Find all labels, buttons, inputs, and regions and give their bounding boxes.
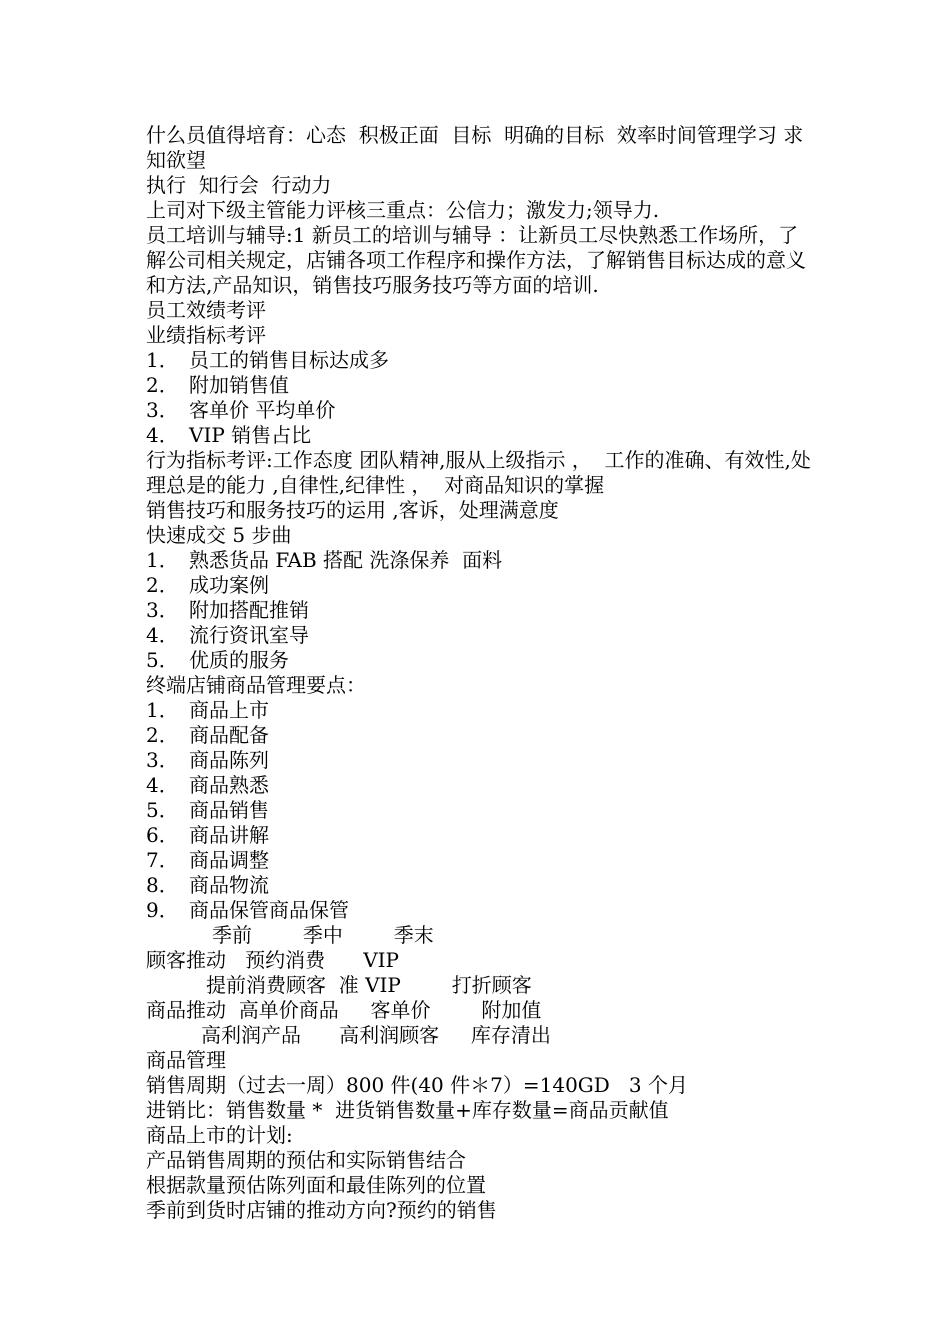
paragraph-cultivation: 什么员值得培育：心态 积极正面 目标 明确的目标 效率时间管理学习 求知欲望 bbox=[146, 123, 804, 172]
list-item: 3． 附加搭配推销 bbox=[146, 598, 309, 622]
list-item: 2． 附加销售值 bbox=[146, 373, 289, 397]
paragraph-sales-cycle: 销售周期（过去一周）800 件(40 件＊7）=140GD 3 个月 bbox=[146, 1073, 688, 1097]
paragraph-behavior-review: 行为指标考评:工作态度 团队精神,服从上级指示 ， 工作的准确、有效性,处理总是的能力 ,自律性,纪律性 ， 对商品知识的掌握 bbox=[146, 448, 811, 497]
list-item: 1． 商品上市 bbox=[146, 698, 269, 722]
season-row: 季前 季中 季末 bbox=[212, 923, 434, 947]
list-item: 1． 员工的销售目标达成多 bbox=[146, 348, 389, 372]
paragraph-cycle-estimate: 产品销售周期的预估和实际销售结合 bbox=[146, 1148, 466, 1172]
list-kpi bbox=[146, 348, 816, 448]
heading-launch-plan: 商品上市的计划: bbox=[146, 1123, 293, 1147]
list-item: 2． 商品配备 bbox=[146, 723, 269, 747]
heading-kpi-review: 业绩指标考评 bbox=[146, 323, 266, 347]
heading-five-steps: 快速成交 5 步曲 bbox=[146, 523, 292, 547]
paragraph-preseason-direction: 季前到货时店铺的推动方向?预约的销售 bbox=[146, 1198, 497, 1222]
list-item: 2． 成功案例 bbox=[146, 573, 269, 597]
paragraph-sell-through: 进销比：销售数量 * 进货销售数量+库存数量=商品贡献值 bbox=[146, 1098, 669, 1122]
list-item: 4． 商品熟悉 bbox=[146, 773, 269, 797]
list-item: 4． VIP 销售占比 bbox=[146, 423, 312, 447]
list-merchandise-points bbox=[146, 698, 816, 923]
list-item: 5． 商品销售 bbox=[146, 798, 269, 822]
list-five-steps bbox=[146, 548, 816, 673]
heading-performance-review: 员工效绩考评 bbox=[146, 298, 266, 322]
list-item: 9． 商品保管商品保管 bbox=[146, 898, 349, 922]
list-item: 4． 流行资讯室导 bbox=[146, 623, 309, 647]
heading-merchandise-management: 商品管理 bbox=[146, 1048, 226, 1072]
list-item: 7． 商品调整 bbox=[146, 848, 269, 872]
document-body bbox=[146, 123, 816, 1223]
list-item: 1． 熟悉货品 FAB 搭配 洗涤保养 面料 bbox=[146, 548, 503, 572]
paragraph-staff-training: 员工培训与辅导:1 新员工的培训与辅导 ：让新员工尽快熟悉工作场所，了解公司相关规定，店铺各项工作程序和操作方法，了解销售目标达成的意义和方法,产品知识，销售技巧服务技巧等方面的培训. bbox=[146, 223, 806, 297]
paragraph-evaluation-focus: 上司对下级主管能力评核三重点：公信力；激发力;领导力. bbox=[146, 198, 660, 222]
list-item: 6． 商品讲解 bbox=[146, 823, 269, 847]
list-item: 3． 客单价 平均单价 bbox=[146, 398, 336, 422]
paragraph-product-driven: 商品推动 高单价商品 客单价 附加值 bbox=[146, 998, 542, 1022]
paragraph-sales-skills: 销售技巧和服务技巧的运用 ,客诉，处理满意度 bbox=[146, 498, 559, 522]
paragraph-execution: 执行 知行会 行动力 bbox=[146, 173, 332, 197]
list-item: 5． 优质的服务 bbox=[146, 648, 289, 672]
customer-sub-row: 提前消费顾客 准 VIP 打折顾客 bbox=[206, 973, 532, 997]
list-item: 3． 商品陈列 bbox=[146, 748, 269, 772]
paragraph-display-estimate: 根据款量预估陈列面和最佳陈列的位置 bbox=[146, 1173, 486, 1197]
product-sub-row: 高利润产品 高利润顾客 库存清出 bbox=[201, 1023, 551, 1047]
list-item: 8． 商品物流 bbox=[146, 873, 269, 897]
heading-store-merchandise: 终端店铺商品管理要点： bbox=[146, 673, 366, 697]
paragraph-customer-driven: 顾客推动 预约消费 VIP bbox=[146, 948, 400, 972]
